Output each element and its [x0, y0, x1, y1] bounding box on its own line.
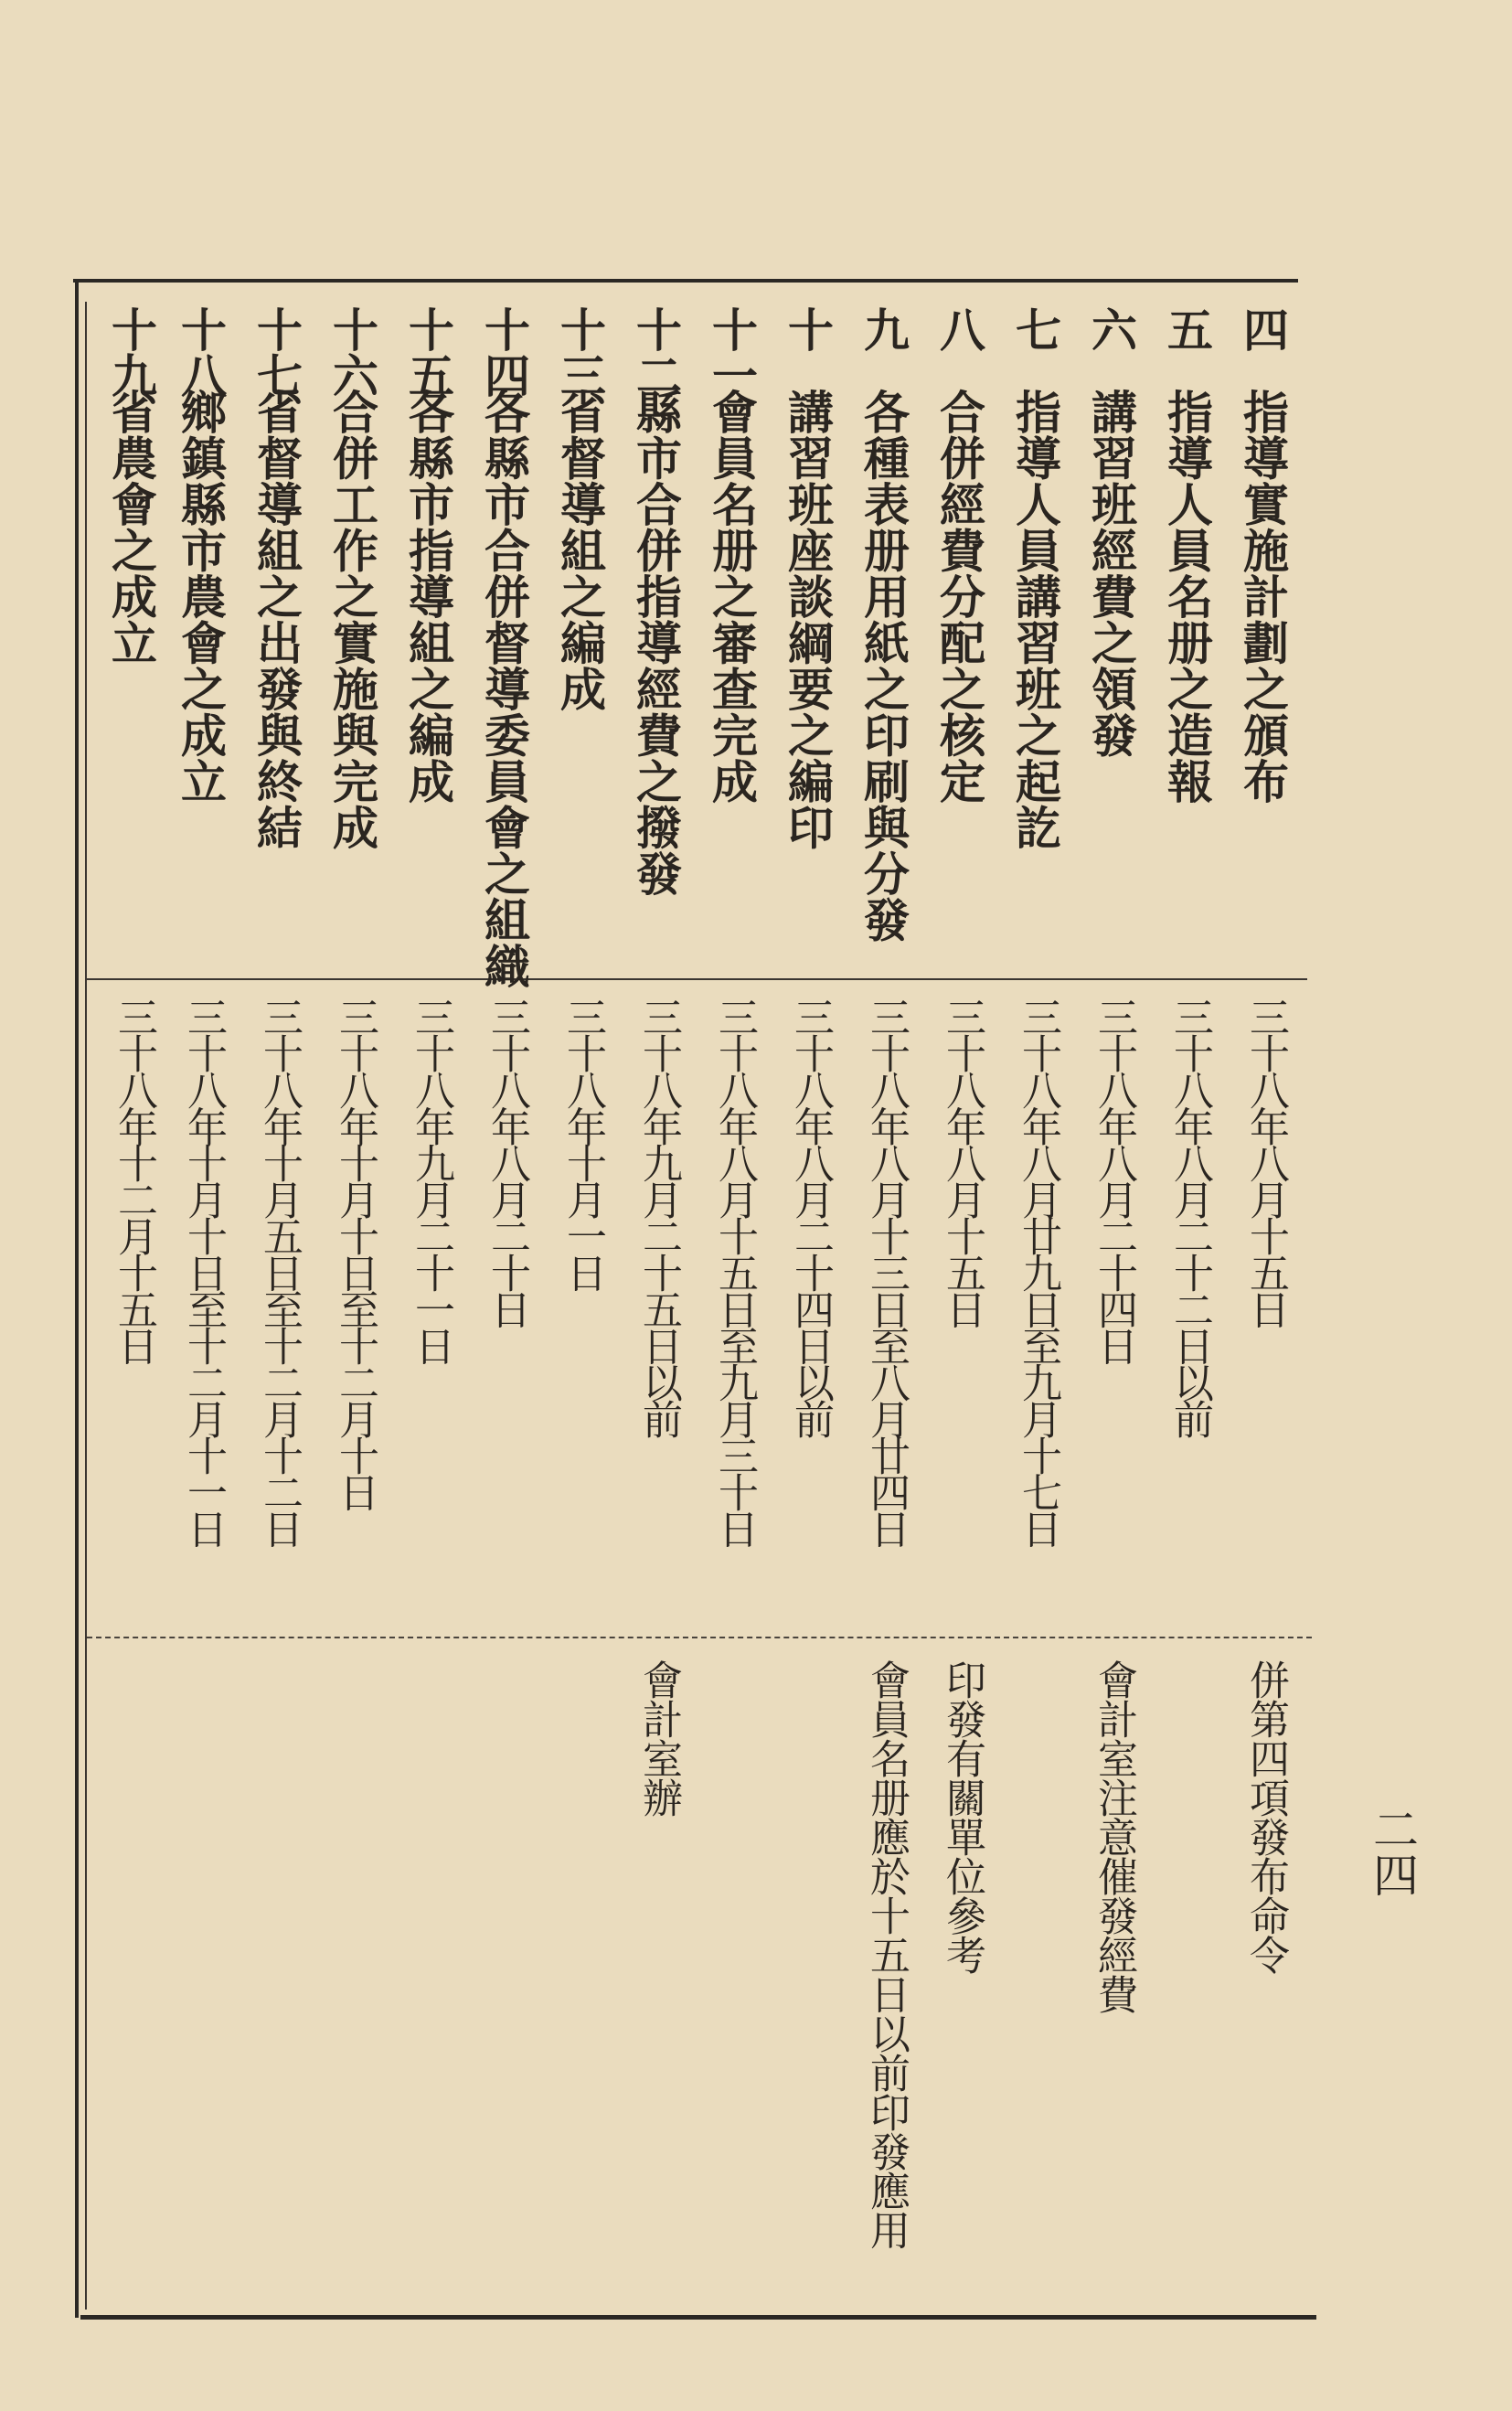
task-name: 各種表册用紙之印刷與分發 [857, 389, 910, 943]
task-date: 三十八年八月廿九日至九月十七日 [1015, 997, 1061, 1545]
task-name: 省督導組之編成 [553, 389, 607, 712]
task-date: 三十八年十月十日至十二月十一日 [180, 997, 227, 1545]
item-number: 十一 [705, 306, 759, 398]
task-name: 各縣市指導組之編成 [401, 389, 455, 805]
task-date: 三十八年十月十日至十二月十日 [332, 997, 378, 1509]
table-bottom-border [80, 2315, 1316, 2320]
task-name: 省農會之成立 [104, 389, 158, 666]
task-date: 三十八年十月五日至十二月十二日 [256, 997, 303, 1545]
task-name: 會員名册之審查完成 [705, 389, 759, 805]
task-date: 三十八年八月二十四日 [1091, 997, 1137, 1362]
item-number: 九 [857, 306, 910, 352]
task-name: 縣市合併指導經費之撥發 [629, 389, 683, 897]
item-number: 十三 [553, 306, 607, 398]
task-name: 指導實施計劃之頒布 [1236, 389, 1290, 805]
item-number: 七 [1008, 306, 1062, 352]
task-date: 三十八年九月二十五日以前 [635, 997, 682, 1435]
item-number: 四 [1236, 306, 1290, 352]
task-date: 三十八年八月二十日 [484, 997, 530, 1326]
task-date: 三十八年八月十五日 [1242, 997, 1289, 1326]
item-number: 十五 [401, 306, 455, 398]
item-number: 五 [1160, 306, 1214, 352]
item-number: 十六 [325, 306, 379, 398]
task-remark: 會員名册應於十五日以前印發應用 [863, 1659, 910, 2249]
task-date: 三十八年十二月十五日 [111, 997, 157, 1362]
item-number: 十八 [174, 306, 228, 398]
date-note-divider [87, 1637, 1312, 1638]
task-name: 合併工作之實施與完成 [325, 389, 379, 850]
task-date: 三十八年十月一日 [559, 997, 606, 1289]
task-name: 省督導組之出發與終結 [250, 389, 303, 850]
item-number: 六 [1084, 306, 1138, 352]
page-number: 二四 [1366, 1806, 1419, 1897]
task-name: 各縣市合併督導委員會之組織 [477, 389, 531, 989]
item-number: 十 [781, 306, 835, 352]
table-left-border [75, 281, 79, 2318]
task-date: 三十八年八月十三日至八月廿四日 [863, 997, 910, 1545]
task-name: 講習班座談綱要之編印 [781, 389, 835, 850]
item-number: 十七 [250, 306, 303, 398]
item-number: 十四 [477, 306, 531, 398]
task-date: 三十八年八月十五日 [939, 997, 985, 1326]
task-name: 指導人員講習班之起訖 [1008, 389, 1062, 850]
task-name: 講習班經費之領發 [1084, 389, 1138, 758]
table-top-border [73, 279, 1298, 283]
task-date: 三十八年九月二十一日 [408, 997, 454, 1362]
item-number: 十二 [629, 306, 683, 398]
task-name: 鄉鎮縣市農會之成立 [174, 389, 228, 805]
task-remark: 印發有關單位參考 [939, 1659, 985, 1974]
task-name: 指導人員名册之造報 [1160, 389, 1214, 805]
item-number: 十九 [104, 306, 158, 398]
task-date: 三十八年八月十五日至九月三十日 [711, 997, 758, 1545]
task-remark: 會計室辦 [635, 1659, 682, 1817]
task-remark: 會計室注意催發經費 [1091, 1659, 1137, 2013]
task-date-divider [87, 978, 1307, 980]
task-date: 三十八年八月二十四日以前 [787, 997, 834, 1435]
task-date: 三十八年八月二十二日以前 [1166, 997, 1213, 1435]
task-remark: 併第四項發布命令 [1242, 1659, 1289, 1974]
task-name: 合併經費分配之核定 [932, 389, 986, 805]
item-number: 八 [932, 306, 986, 352]
table-inner-left-border [85, 302, 87, 2310]
